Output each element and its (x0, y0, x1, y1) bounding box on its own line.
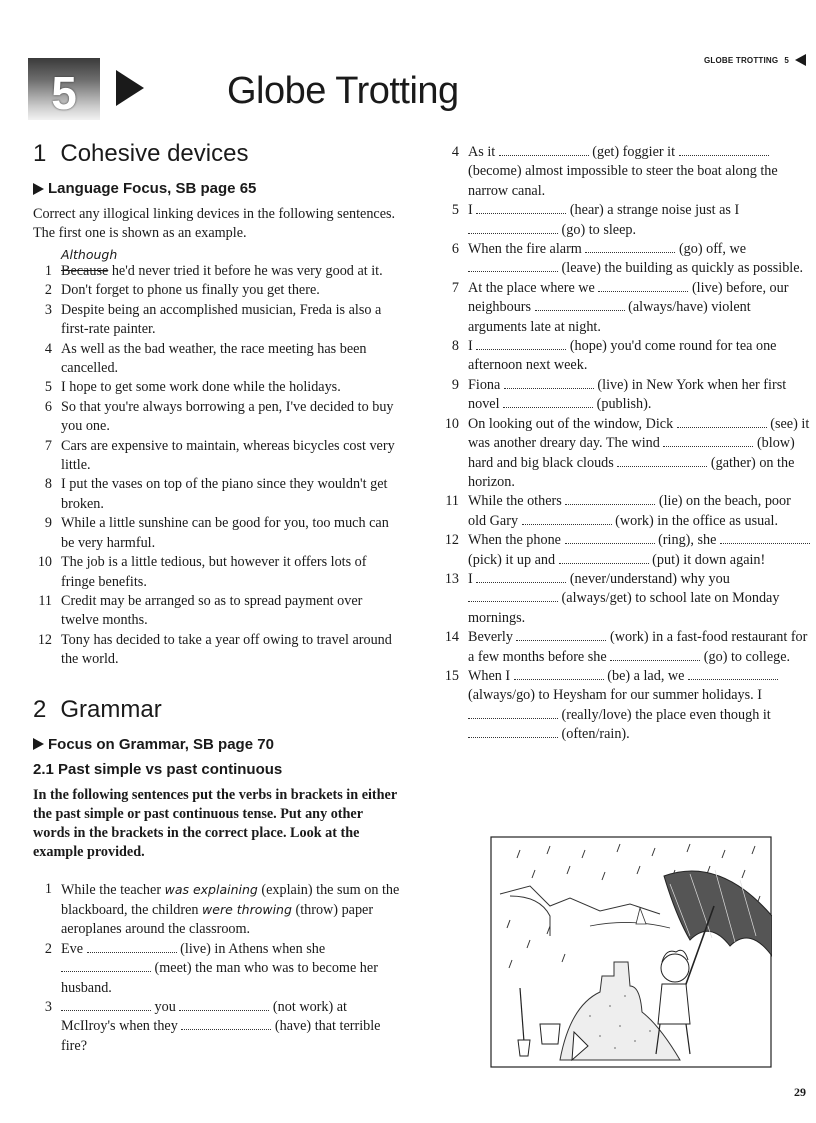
answer-blank[interactable] (61, 960, 151, 972)
answer-blank[interactable] (565, 493, 655, 505)
exercise-text (468, 143, 810, 201)
example-answer: was explaining (164, 881, 258, 897)
exercise-number: 10 (37, 554, 52, 571)
exercise-number: 10 (444, 415, 459, 432)
left-column (33, 140, 403, 1056)
exercise-text (61, 475, 403, 514)
exercise-item (33, 437, 403, 476)
section-2-focus-label: Focus on Grammar, SB page 70 (48, 735, 274, 753)
exercise-item (33, 880, 403, 940)
sentence-fragment: While the others (468, 493, 566, 510)
exercise-number: 3 (44, 998, 52, 1015)
sentence-fragment: (not work) at McIlroy's when they (61, 998, 347, 1035)
section-1-focus (33, 180, 403, 197)
answer-blank[interactable] (504, 377, 594, 389)
exercise-number: 13 (444, 570, 459, 587)
sentence-fragment: (often/rain). (558, 726, 630, 743)
exercise-item (33, 553, 403, 592)
sentence-fragment: (always/go) to Heysham for our summer holidays. I (468, 687, 762, 704)
exercise-text (468, 628, 810, 667)
sentence-fragment: (explain) the sum on the blackboard, the children (61, 881, 400, 918)
unit-number: 5 (51, 67, 77, 119)
section-1-focus-label: Language Focus, SB page 65 (48, 180, 257, 197)
exercise-sentence: While a little sunshine can be good for you, too much can be very harmful. (61, 515, 389, 551)
exercise-sentence: Don't forget to phone us finally you get there. (61, 282, 320, 299)
exercise-text (468, 415, 810, 493)
exercise-item (440, 279, 810, 337)
exercise-number: 2 (44, 282, 52, 299)
answer-blank[interactable] (468, 726, 558, 738)
answer-blank[interactable] (565, 532, 655, 544)
exercise-item (440, 531, 810, 570)
grammar-exercise-list-right (440, 143, 810, 745)
sentence-fragment: (work) in the office as usual. (611, 512, 778, 529)
sentence-fragment: (throw) paper aeroplanes around the classroom. (61, 901, 374, 938)
exercise-number: 7 (44, 437, 52, 454)
exercise-item (440, 143, 810, 201)
right-column (440, 143, 810, 745)
section-2-focus (33, 736, 403, 753)
exercise-item (440, 667, 810, 745)
answer-blank[interactable] (468, 707, 558, 719)
exercise-item (33, 301, 403, 340)
answer-blank[interactable] (535, 299, 625, 311)
exercise-text (61, 437, 403, 476)
answer-blank[interactable] (468, 222, 558, 234)
sentence-fragment: (see) it was another dreary day. The wind (468, 415, 810, 452)
exercise-number: 8 (451, 338, 459, 355)
sentence-fragment: (get) foggier it (588, 144, 679, 160)
sentence-fragment: (go) off, we (675, 241, 747, 258)
sentence-fragment: I (468, 338, 477, 355)
unit-number-block (28, 58, 100, 120)
sentence-fragment: When I (468, 667, 514, 684)
exercise-sentence: The job is a little tedious, but however it offers lots of fringe benefits. (61, 554, 367, 590)
running-head-unit: 5 (784, 55, 789, 65)
sentence-fragment: (leave) the building as quickly as possible. (558, 260, 804, 277)
sentence-fragment: (ring), she (654, 532, 720, 549)
exercise-number: 1 (44, 880, 52, 897)
exercise-text (61, 940, 403, 998)
exercise-text (61, 301, 403, 340)
sentence-fragment: I (468, 202, 477, 219)
exercise-sentence: he'd never tried it before he was very good at it. (108, 263, 383, 279)
answer-blank[interactable] (677, 416, 767, 428)
answer-blank[interactable] (617, 455, 707, 467)
exercise-item (440, 337, 810, 376)
section-2-heading (33, 696, 403, 724)
exercise-text (61, 553, 403, 592)
exercise-text (468, 492, 810, 531)
sentence-fragment: (publish). (593, 396, 652, 413)
exercise-sentence: I put the vases on top of the piano since they wouldn't get broken. (61, 476, 388, 512)
exercise-item (33, 998, 403, 1056)
answer-blank[interactable] (610, 649, 700, 661)
sentence-fragment: (gather) on the horizon. (468, 454, 795, 490)
exercise-text (468, 240, 810, 279)
exercise-item (440, 570, 810, 628)
answer-blank[interactable] (688, 668, 778, 680)
exercise-number: 15 (444, 667, 459, 684)
sentence-fragment: (always/have) violent arguments late at night. (468, 299, 751, 335)
exercise-item (440, 492, 810, 531)
sentence-fragment: At the place where we (468, 279, 599, 296)
sentence-fragment: While the teacher (61, 881, 165, 898)
exercise-item (440, 376, 810, 415)
sentence-fragment: Fiona (468, 376, 504, 393)
answer-blank[interactable] (514, 668, 604, 680)
exercise-number: 6 (44, 398, 52, 415)
running-head-title: GLOBE TROTTING (703, 55, 779, 65)
exercise-text (61, 514, 403, 553)
exercise-number: 4 (44, 340, 52, 357)
answer-blank[interactable] (663, 435, 753, 447)
answer-blank[interactable] (476, 571, 566, 583)
exercise-number: 7 (451, 279, 459, 296)
exercise-text (61, 281, 403, 300)
answer-blank[interactable] (476, 338, 566, 350)
sentence-fragment: (lie) on the beach, poor old Gary (468, 493, 791, 529)
exercise-item (33, 281, 403, 300)
exercise-sentence: Credit may be arranged so as to spread payment over twelve months. (61, 592, 363, 629)
exercise-text (468, 570, 810, 628)
exercise-number: 3 (44, 301, 52, 318)
sentence-fragment: (live) before, our neighbours (468, 279, 789, 316)
exercise-sentence: As well as the bad weather, the race meeting has been cancelled. (61, 340, 367, 377)
sentence-fragment: Beverly (468, 629, 517, 646)
exercise-item (440, 201, 810, 240)
triangle-bullet-icon (33, 183, 44, 195)
sentence-fragment: (hear) a strange noise just as I (566, 202, 740, 219)
exercise-number: 12 (444, 532, 459, 549)
section-1-exercise-list (33, 262, 403, 670)
exercise-item (33, 631, 403, 670)
exercise-number: 8 (44, 476, 52, 493)
exercise-sentence: Tony has decided to take a year off owing to travel around the world. (61, 631, 392, 668)
sentence-fragment: (have) that terrible fire? (61, 1018, 381, 1054)
exercise-item (440, 628, 810, 667)
sentence-fragment: (work) in a fast-food restaurant for a few months before she (468, 629, 808, 665)
left-arrow-icon (795, 54, 806, 66)
sentence-fragment: (blow) hard and big black clouds (468, 435, 795, 471)
answer-blank[interactable] (476, 202, 566, 214)
exercise-text (61, 340, 403, 379)
grammar-exercise-list-left (33, 880, 403, 1057)
play-arrow-icon (116, 70, 144, 106)
exercise-number: 6 (451, 241, 459, 258)
exercise-text (468, 376, 810, 415)
answer-blank[interactable] (468, 260, 558, 272)
sentence-fragment: On looking out of the window, Dick (468, 415, 677, 432)
exercise-text (61, 262, 403, 281)
exercise-text (468, 279, 810, 337)
running-head (704, 54, 806, 66)
sentence-fragment: (never/understand) why you (566, 570, 730, 587)
answer-blank[interactable] (516, 629, 606, 641)
answer-blank[interactable] (499, 144, 589, 156)
answer-blank[interactable] (720, 532, 810, 544)
triangle-bullet-icon (33, 738, 44, 750)
sentence-fragment: (really/love) the place even though it (558, 706, 771, 723)
exercise-sentence: Cars are expensive to maintain, whereas bicycles cost very little. (61, 437, 395, 474)
exercise-number: 5 (451, 202, 459, 219)
exercise-number: 5 (44, 379, 52, 396)
sentence-fragment: When the fire alarm (468, 241, 586, 258)
answer-blank[interactable] (503, 396, 593, 408)
answer-blank[interactable] (679, 144, 769, 156)
beach-rain-illustration (490, 836, 772, 1068)
sentence-fragment: (always/get) to school late on Monday mornings. (468, 590, 780, 626)
subsection-2-1-title: 2.1 Past simple vs past continuous (33, 760, 283, 778)
answer-blank[interactable] (598, 280, 688, 292)
exercise-text (61, 378, 403, 397)
sentence-fragment: (hope) you'd come round for tea one afternoon next week. (468, 338, 777, 374)
example-correction: Although (61, 247, 118, 262)
exercise-sentence: So that you're always borrowing a pen, I've decided to buy you one. (61, 398, 394, 435)
exercise-item (33, 340, 403, 379)
section-1-heading (33, 140, 403, 168)
section-1-number: 1 (33, 140, 47, 167)
sentence-fragment: (live) in Athens when she (176, 940, 326, 957)
exercise-text (468, 531, 810, 570)
exercise-item (440, 415, 810, 493)
sentence-fragment: (put) it down again! (648, 551, 766, 568)
exercise-number: 11 (38, 592, 52, 609)
exercise-text (468, 667, 810, 745)
exercise-text (61, 592, 403, 631)
exercise-number: 11 (445, 493, 459, 510)
answer-blank[interactable] (468, 590, 558, 602)
exercise-text (61, 398, 403, 437)
section-1-instructions: Correct any illogical linking devices in the following sentences. The first one is shown as an example. (33, 206, 396, 241)
exercise-text (468, 337, 810, 376)
exercise-item (33, 475, 403, 514)
section-2-number: 2 (33, 695, 47, 723)
sentence-fragment: (pick) it up and (468, 551, 559, 568)
exercise-item (33, 262, 403, 281)
section-2-instructions: In the following sentences put the verbs in brackets in either the past simple or past continuous tense. Put any other words in the brackets in the correct place. Look at the example provided. (33, 786, 397, 860)
sentence-fragment: you (151, 998, 180, 1015)
sentence-fragment: As it (468, 144, 499, 160)
exercise-item (33, 378, 403, 397)
sentence-fragment: (go) to sleep. (558, 221, 637, 238)
exercise-item (33, 940, 403, 998)
exercise-number: 4 (451, 144, 459, 160)
exercise-number: 1 (44, 263, 52, 279)
section-1-title: Cohesive devices (60, 140, 249, 167)
example-answer: were throwing (202, 901, 292, 917)
exercise-sentence: I hope to get some work done while the holidays. (61, 379, 341, 396)
sentence-fragment: (be) a lad, we (603, 667, 688, 684)
sentence-fragment: (go) to college. (700, 648, 791, 665)
exercise-number: 9 (44, 515, 52, 532)
exercise-number: 12 (37, 631, 52, 648)
sentence-fragment: (become) almost impossible to steer the boat along the narrow canal. (468, 163, 778, 199)
sentence-fragment: Eve (61, 940, 87, 957)
answer-blank[interactable] (87, 941, 177, 953)
exercise-text (61, 880, 403, 940)
exercise-number: 14 (444, 629, 459, 646)
exercise-number: 9 (451, 376, 459, 393)
sentence-fragment: When the phone (468, 532, 565, 549)
unit-title: Globe Trotting (227, 70, 459, 112)
exercise-item (33, 592, 403, 631)
exercise-text (61, 998, 403, 1056)
exercise-text (61, 631, 403, 670)
page-number: 29 (794, 1085, 806, 1099)
sentence-fragment: (live) in New York when her first novel (468, 376, 787, 413)
exercise-text (468, 201, 810, 240)
section-2-title: Grammar (60, 695, 162, 723)
exercise-sentence: Despite being an accomplished musician, Freda is also a first-rate painter. (61, 301, 382, 338)
answer-blank[interactable] (585, 241, 675, 253)
struck-word: Because (61, 263, 109, 279)
answer-blank[interactable] (61, 999, 151, 1011)
exercise-item (33, 514, 403, 553)
answer-blank[interactable] (179, 999, 269, 1011)
answer-blank[interactable] (559, 552, 649, 564)
answer-blank[interactable] (522, 513, 612, 525)
sentence-fragment: (meet) the man who was to become her husband. (61, 960, 378, 996)
exercise-item (33, 398, 403, 437)
exercise-number: 2 (44, 940, 52, 957)
answer-blank[interactable] (181, 1018, 271, 1030)
sentence-fragment: I (468, 570, 477, 587)
exercise-item (440, 240, 810, 279)
